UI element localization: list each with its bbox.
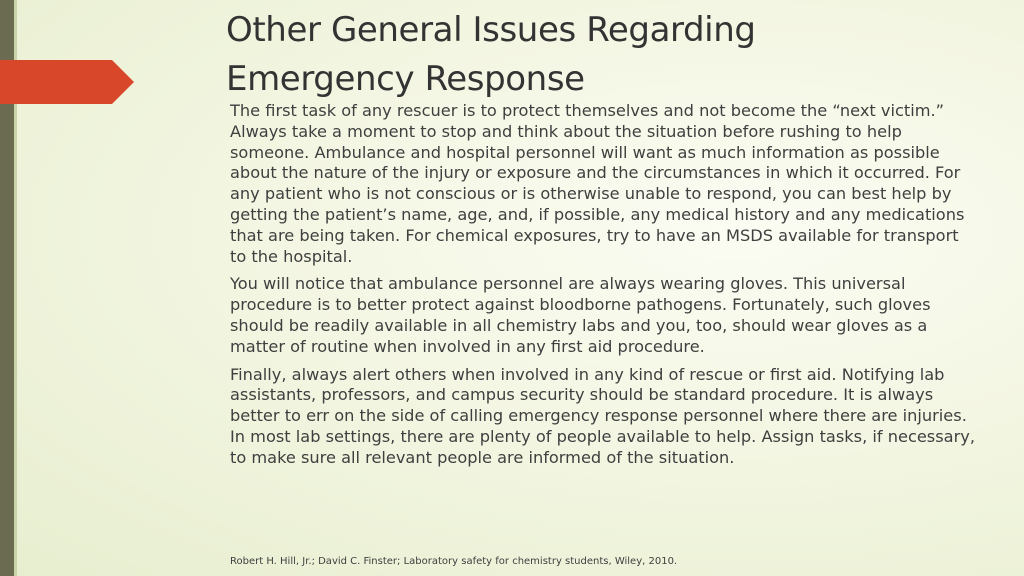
slide-title-line-2: Emergency Response <box>226 59 585 99</box>
slide-body <box>230 101 975 476</box>
body-paragraph-1: The first task of any rescuer is to protect themselves and not become the “next victim.” Always take a moment to stop and think about the situation before rushing to help someone. Ambulance and hospital personnel will want as much information as possible about the nature of the injury or exposure and the circumstances in which it occurred. For any patient who is not conscious or is otherwise unable to respond, you can best help by getting the patient’s name, age, and, if possible, any medical history and any medications that are being taken. For chemical exposures, try to have an MSDS available for transport to the hospital. <box>230 101 965 266</box>
body-paragraph-2: You will notice that ambulance personnel are always wearing gloves. This universal procedure is to better protect against bloodborne pathogens. Fortunately, such gloves should be readily available in all chemistry labs and you, too, should wear gloves as a matter of routine when involved in any first aid procedure. <box>230 274 931 356</box>
slide-title-line-1: Other General Issues Regarding <box>226 10 756 50</box>
citation-text: Robert H. Hill, Jr.; David C. Finster; Laboratory safety for chemistry students, Wiley, 2010. <box>230 556 678 567</box>
slide-title <box>226 6 1006 104</box>
body-paragraph-3: Finally, always alert others when involved in any kind of rescue or first aid. Notifying lab assistants, professors, and campus security should be standard procedure. It is always better to err on the side of calling emergency response personnel where there are injuries. In most lab settings, there are plenty of people available to help. Assign tasks, if necessary, to make sure all relevant people are informed of the situation. <box>230 364 975 467</box>
accent-arrow-shape <box>0 60 134 104</box>
